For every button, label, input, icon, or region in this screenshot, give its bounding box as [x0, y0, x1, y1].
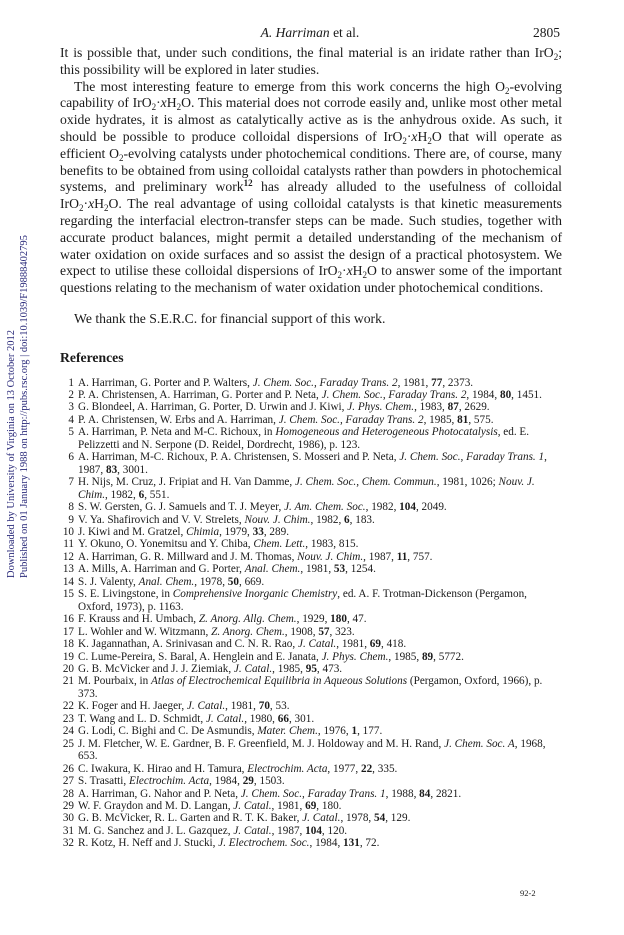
reference: 1 A. Harriman, G. Porter and P. Walters, J. Chem. Soc., Faraday Trans. 2, 1981, 77, 2373. — [68, 376, 474, 389]
reference: 28 A. Harriman, G. Nahor and P. Neta, J. Chem. Soc., Faraday Trans. 1, 1988, 84, 2821. — [62, 787, 462, 800]
paragraph: It is possible that, under such conditions, the final material is an iridate rather than IrO$_2$; this possibility will be explored in later studies. — [60, 45, 562, 77]
reference: 29 W. F. Graydon and M. D. Langan, J. Catal., 1981, 69, 180. — [62, 799, 342, 812]
acknowledgement: We thank the S.E.R.C. for financial support of this work. — [74, 310, 386, 326]
reference: 21 M. Pourbaix, in Atlas of Electrochemical Equilibria in Aqueous Solutions (Pergamon, Oxford, 1966), p. 373. — [62, 675, 543, 700]
reference: 13 A. Mills, A. Harriman and G. Porter, Anal. Chem., 1981, 53, 1254. — [62, 563, 376, 576]
reference: 16 F. Krauss and H. Umbach, Z. Anorg. Allg. Chem., 1929, 180, 47. — [62, 613, 367, 626]
download-line[interactable]: Downloaded by University of Virginia on 13 October 2012 — [6, 329, 17, 578]
reference: 31 M. G. Sanchez and J. L. Gazquez, J. Catal., 1987, 104, 120. — [62, 824, 348, 837]
page-number: 2805 — [533, 25, 560, 40]
reference: 20 G. B. McVicker and J. J. Ziemiak, J. Catal., 1985, 95, 473. — [62, 662, 343, 675]
reference: 11 Y. Okuno, O. Yonemitsu and Y. Chiba, Chem. Lett., 1983, 815. — [63, 538, 359, 551]
reference: 19 C. Lume-Pereira, S. Baral, A. Henglein and E. Janata, J. Phys. Chem., 1985, 89, 5772. — [62, 650, 464, 663]
download-watermark — [0, 0, 40, 935]
reference: 27 S. Trasatti, Electrochim. Acta, 1984, 29, 1503. — [62, 775, 285, 788]
reference: 3 G. Blondeel, A. Harriman, G. Porter, D. Urwin and J. Kiwi, J. Phys. Chem., 1983, 87, 2629. — [68, 401, 490, 414]
reference: 2 P. A. Christensen, A. Harriman, G. Porter and P. Neta, J. Chem. Soc., Faraday Trans. 2, 1984, 80, 1451. — [68, 389, 542, 401]
reference: 6 A. Harriman, M-C. Richoux, P. A. Christensen, S. Mosseri and P. Neta, J. Chem. Soc., Faraday Trans. 1, 1987, 83, 3001. — [68, 451, 547, 476]
reference: 7 H. Nijs, M. Cruz, J. Fripiat and H. Van Damme, J. Chem. Soc., Chem. Commun., 1981, 1026; Nouv. J. Chim., 1982, 6, 551. — [68, 476, 535, 501]
reference: 8 S. W. Gersten, G. J. Samuels and T. J. Meyer, J. Am. Chem. Soc., 1982, 104, 2049. — [68, 501, 447, 514]
reference: 4 P. A. Christensen, W. Erbs and A. Harriman, J. Chem. Soc., Faraday Trans. 2, 1985, 81, 575. — [68, 413, 494, 426]
reference: 22 K. Foger and H. Jaeger, J. Catal., 1981, 70, 53. — [62, 700, 290, 713]
reference: 12 A. Harriman, G. R. Millward and J. M. Thomas, Nouv. J. Chim., 1987, 11, 757. — [62, 550, 433, 563]
reference: 30 G. B. McVicker, R. L. Garten and R. T. K. Baker, J. Catal., 1978, 54, 129. — [62, 812, 411, 825]
reference: 25 J. M. Fletcher, W. E. Gardner, B. F. Greenfield, M. J. Holdoway and M. H. Rand, J. Chem. Soc. A, 1968, 653. — [62, 737, 546, 763]
reference: 5 A. Harriman, P. Neta and M-C. Richoux, in Homogeneous and Heterogeneous Photocatalysis, ed. E. Pelizzetti and N. Serpone (D. Reidel, Dordrecht, 1986), p. 123. — [68, 426, 530, 451]
reference: 15 S. E. Livingstone, in Comprehensive Inorganic Chemistry, ed. A. F. Trotman-Dickenson (Pergamon, Oxford, 1973), p. 1163. — [62, 588, 527, 613]
running-author: A. Harriman et al. — [260, 25, 360, 40]
reference: 9 V. Ya. Shafirovich and V. V. Strelets, Nouv. J. Chim., 1982, 6, 183. — [68, 513, 375, 526]
reference: 24 G. Lodi, C. Bighi and C. De Asmundis, Mater. Chem., 1976, 1, 177. — [62, 725, 383, 738]
reference: 32 R. Kotz, H. Neff and J. Stucki, J. Electrochem. Soc., 1984, 131, 72. — [62, 837, 380, 850]
running-header — [60, 25, 560, 41]
references-heading: References — [60, 349, 124, 365]
reference: 26 C. Iwakura, K. Hirao and H. Tamura, Electrochim. Acta, 1977, 22, 335. — [62, 762, 398, 775]
reference: 17 L. Wohler and W. Witzmann, Z. Anorg. Chem., 1908, 57, 323. — [62, 625, 355, 638]
doi-line[interactable]: Published on 01 January 1988 on http://pubs.rsc.org | doi:10.1039/F19888402795 — [19, 235, 30, 578]
reference: 10 J. Kiwi and M. Gratzel, Chimia, 1979, 33, 289. — [62, 525, 289, 538]
footer-code: 92-2 — [520, 888, 536, 898]
reference: 18 K. Jagannathan, A. Srinivasan and C. N. R. Rao, J. Catal., 1981, 69, 418. — [62, 638, 407, 651]
page-body — [60, 45, 562, 850]
reference: 14 S. J. Valenty, Anal. Chem., 1978, 50, 669. — [62, 575, 265, 588]
reference: 23 T. Wang and L. D. Schmidt, J. Catal., 1980, 66, 301. — [62, 712, 315, 725]
paragraph: The most interesting feature to emerge from this work concerns the high $O_2$-evolving capability of $IrO_2\cdot xH_2O$. This material does not corrode easily and, unlike most other metal oxide hydrates, it is almost as catalytically active as is the anhydrous oxide. As such, it should be possible to produce colloidal dispersions of $IrO_2\cdot xH_2O$ that will operate as efficient $O_2$-evolving catalysts under photochemical conditions. There are, of course, many benefits to be obtained from using colloidal catalysts rather than powders in photochemical systems, and preliminary work$^{12}$ has already alluded to the usefulness of colloidal $IrO_2\cdot xH_2O$. The real advantage of using colloidal catalysts is that kinetic measurements regarding the interfacial electron-transfer steps can be made. Such studies, together with accurate product balances, might permit a detailed understanding of the mechanism of water oxidation on oxide surfaces and so assist the design of a practical photosystem. We expect to utilise these colloidal dispersions of $IrO_2\cdot xH_2O$ to answer some of the important questions relating to the mechanism of water oxidation under photochemical conditions. — [60, 78, 563, 296]
reference-list — [60, 377, 562, 850]
